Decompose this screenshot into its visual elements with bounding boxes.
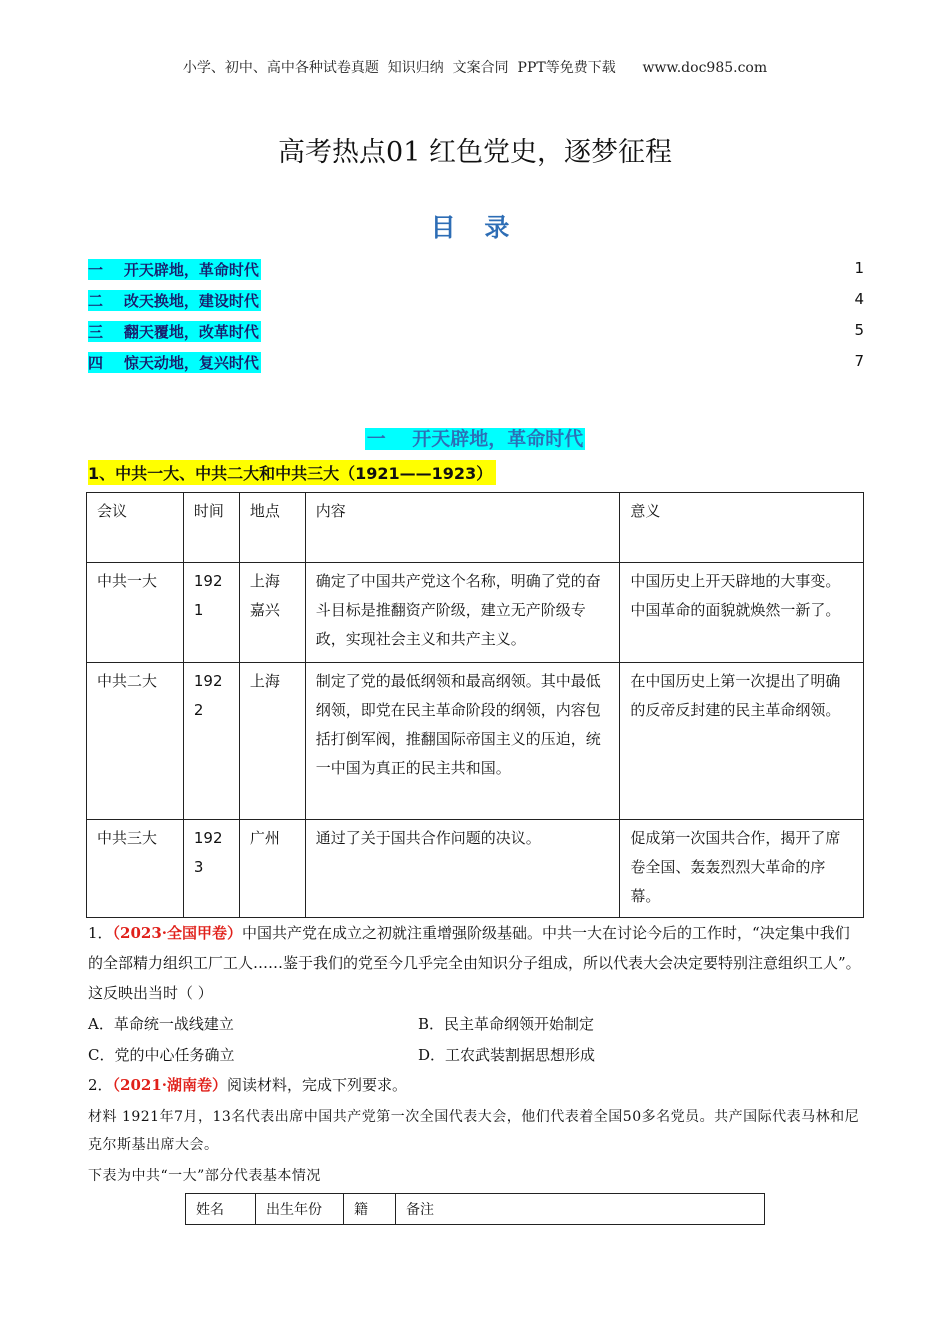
header-birth-year: 出生年份	[256, 1194, 344, 1225]
header-time: 时间	[183, 493, 239, 563]
cell-year: 1922	[183, 663, 239, 820]
question-number: 2．	[88, 1076, 113, 1094]
question-source-tag: （2023·全国甲卷）	[112, 924, 243, 942]
cell-place: 上海嘉兴	[239, 563, 305, 663]
cell-place: 上海	[239, 663, 305, 820]
header-significance: 意义	[620, 493, 864, 563]
toc-item-label[interactable]: 三 翻天覆地，改革时代	[88, 323, 259, 341]
toc-item-label[interactable]: 一 开天辟地，革命时代	[88, 261, 259, 279]
cell-content: 制定了党的最低纲领和最高纲领。其中最低纲领，即党在民主革命阶段的纲领，内容包括打倒军阀，推翻国际帝国主义的压迫，统一中国为真正的民主共和国。	[305, 663, 620, 820]
toc-item-page: 4	[854, 290, 864, 308]
header-origin: 籍	[344, 1194, 396, 1225]
cell-meeting: 中共一大	[87, 563, 184, 663]
option-b[interactable]: B．民主革命纲领开始制定	[418, 1015, 595, 1033]
question-number: 1．	[88, 924, 113, 942]
toc-item-page: 7	[854, 352, 864, 370]
table-row	[87, 563, 864, 663]
table-header-row	[186, 1194, 765, 1225]
table-caption: 下表为中共“一大”部分代表基本情况	[88, 1168, 321, 1184]
toc-item-label[interactable]: 二 改天换地，建设时代	[88, 292, 259, 310]
option-c[interactable]: C．党的中心任务确立	[88, 1046, 235, 1064]
site-header: 小学、初中、高中各种试卷真题 知识归纳 文案合同 PPT等免费下载 www.doc985.com	[182, 60, 768, 76]
cell-significance: 促成第一次国共合作，揭开了席卷全国、轰轰烈烈大革命的序幕。	[620, 820, 864, 918]
cell-meeting: 中共二大	[87, 663, 184, 820]
table-row	[87, 663, 864, 820]
question-2	[88, 1070, 864, 1100]
congress-table	[86, 492, 864, 918]
cell-content: 通过了关于国共合作问题的决议。	[305, 820, 620, 918]
question-1	[88, 918, 864, 1008]
question-stem: 中国共产党在成立之初就注重增强阶级基础。中共一大在讨论今后的工作时，“决定集中我们的全部精力组织工厂工人……鉴于我们的党至今几乎完全由知识分子组成，所以代表大会决定要特别注意组织工人”。这反映出当时（ ）	[88, 924, 861, 1002]
table-header-row	[87, 493, 864, 563]
header-place: 地点	[239, 493, 305, 563]
toc-item-page: 5	[854, 321, 864, 339]
sub-heading: 1、中共一大、中共二大和中共三大（1921——1923）	[88, 460, 496, 485]
section-heading	[0, 424, 950, 451]
question-stem: 阅读材料，完成下列要求。	[227, 1076, 408, 1094]
cell-place: 广州	[239, 820, 305, 918]
toc-item-4[interactable]	[88, 352, 864, 374]
header-notes: 备注	[396, 1194, 765, 1225]
cell-year: 1921	[183, 563, 239, 663]
section-heading-text: 一 开天辟地，革命时代	[366, 428, 584, 450]
question-source-tag: （2021·湖南卷）	[112, 1076, 228, 1094]
toc-item-1[interactable]	[88, 259, 864, 281]
table-row	[87, 820, 864, 918]
cell-meeting: 中共三大	[87, 820, 184, 918]
toc-item-page: 1	[854, 259, 864, 277]
toc-item-label[interactable]: 四 惊天动地，复兴时代	[88, 354, 259, 372]
delegates-table	[185, 1193, 765, 1225]
cell-year: 1923	[183, 820, 239, 918]
toc-heading: 目 录	[430, 213, 520, 242]
option-a[interactable]: A．革命统一战线建立	[88, 1015, 234, 1033]
toc-item-2[interactable]	[88, 290, 864, 312]
cell-significance: 中国历史上开天辟地的大事变。中国革命的面貌就焕然一新了。	[620, 563, 864, 663]
header-content: 内容	[305, 493, 620, 563]
header-name: 姓名	[186, 1194, 256, 1225]
option-d[interactable]: D．工农武装割据思想形成	[418, 1046, 596, 1064]
header-meeting: 会议	[87, 493, 184, 563]
material-text: 材料 1921年7月，13名代表出席中国共产党第一次全国代表大会，他们代表着全国50多名党员。共产国际代表马林和尼克尔斯基出席大会。	[88, 1109, 860, 1153]
toc-item-3[interactable]	[88, 321, 864, 343]
cell-content: 确定了中国共产党这个名称，明确了党的奋斗目标是推翻资产阶级，建立无产阶级专政，实现社会主义和共产主义。	[305, 563, 620, 663]
document-title: 高考热点01 红色党史，逐梦征程	[278, 137, 672, 168]
cell-significance: 在中国历史上第一次提出了明确的反帝反封建的民主革命纲领。	[620, 663, 864, 820]
